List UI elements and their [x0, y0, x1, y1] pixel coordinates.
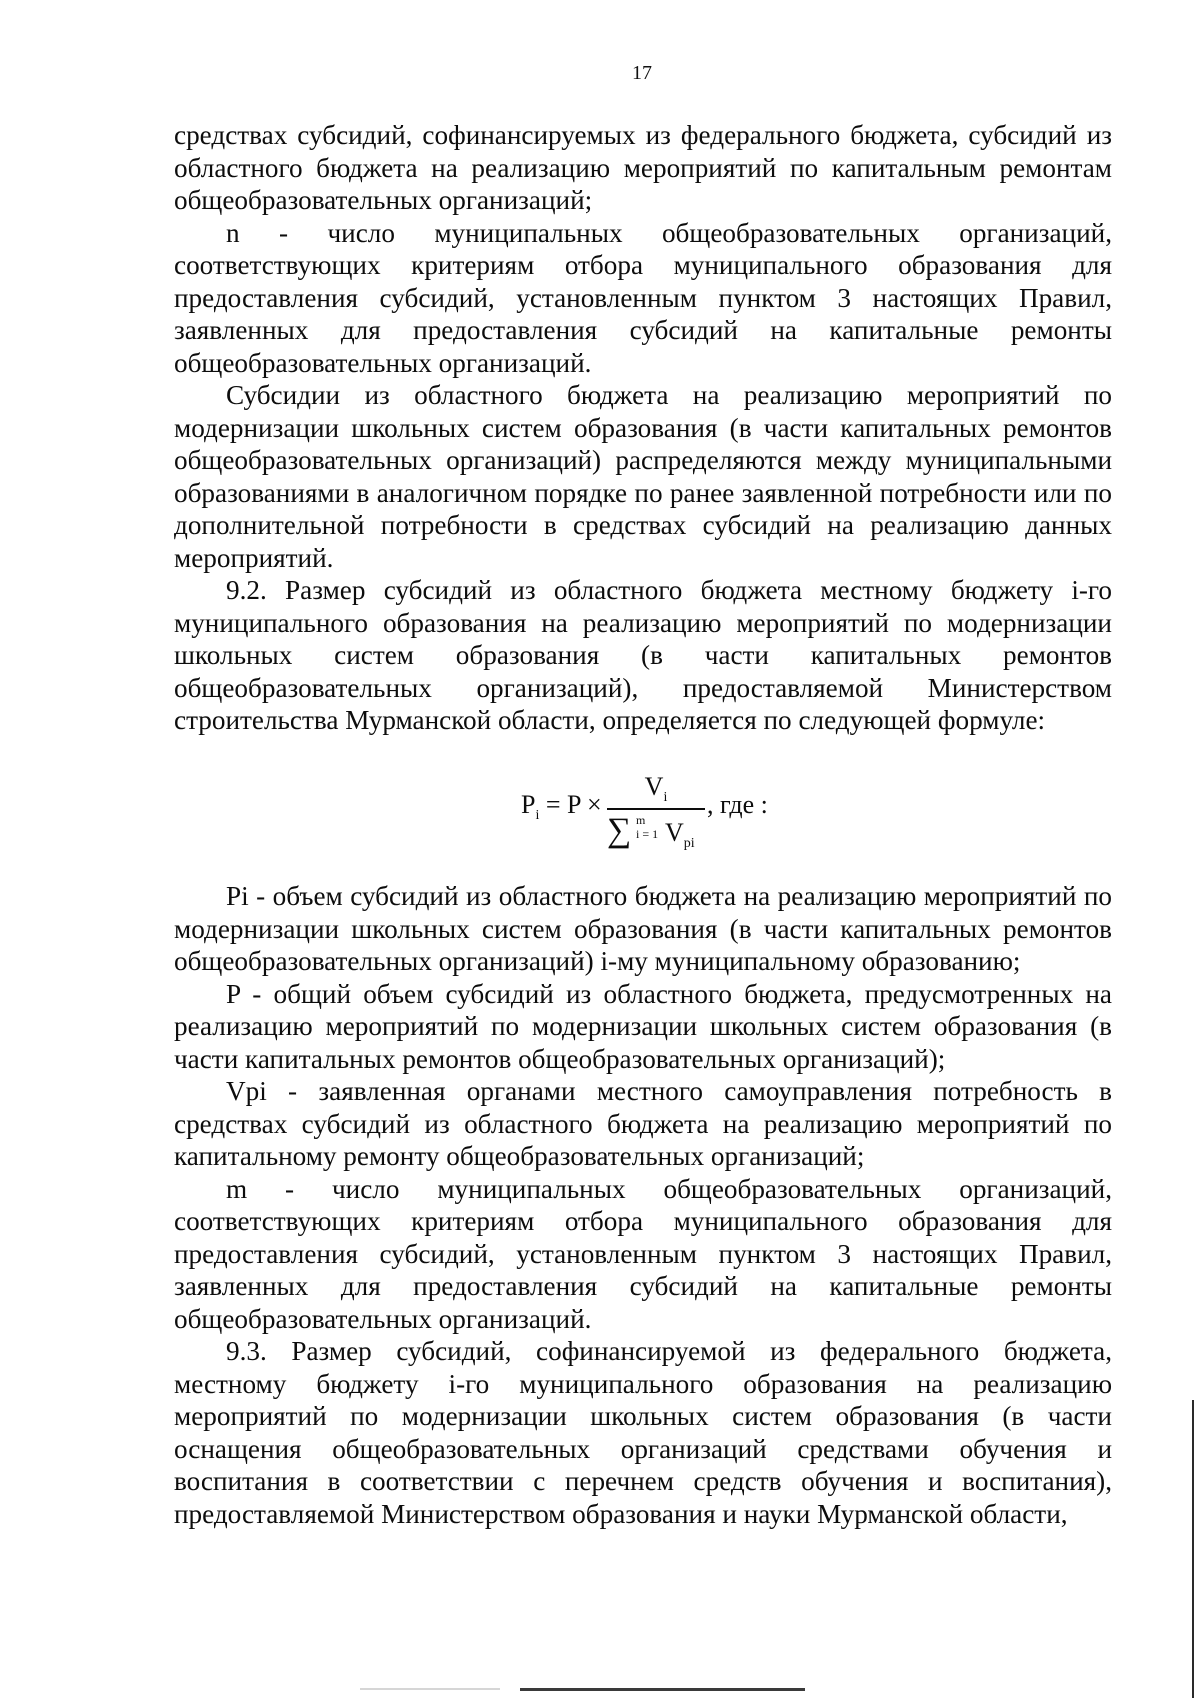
sum-upper-limit: m — [636, 813, 646, 827]
formula-pi — [521, 772, 781, 852]
formula-denominator-sub: pi — [683, 836, 695, 851]
formula-lhs-sub: i — [535, 808, 540, 823]
formula-numerator — [607, 772, 705, 806]
formula-lhs — [521, 790, 602, 824]
paragraph-distribution: Субсидии из областного бюджета на реализацию мероприятий по модернизации школьных систем образования (в части капитальных ремонтов общеобразовательных организаций) распределяются между муниципальными образованиями в аналогичном порядке по ранее заявленной потребности или по дополнительной потребности в средствах субсидий на реализацию данных мероприятий. — [174, 380, 1112, 573]
formula-lhs-base: P — [521, 790, 536, 819]
definition-vpi: Vpi - заявленная органами местного самоуправления потребность в средствах субсидий из областного бюджета на реализацию мероприятий по капитальному ремонту общеобразовательных организаций; — [174, 1076, 1112, 1171]
formula-equals-times: = P × — [539, 790, 602, 819]
fraction-bar — [607, 808, 705, 810]
formula-numerator-base: V — [644, 772, 664, 801]
footer-scan-mark — [360, 1688, 500, 1690]
definitions-body — [174, 880, 1112, 1530]
formula-denominator-base: V — [665, 818, 684, 847]
paragraph-n-definition: n - число муниципальных общеобразовательных организаций, соответствующих критериям отбора муниципального образования для предоставления субсидий, установленным пунктом 3 настоящих Правил, заявленных для предоставления субсидий на капитальные ремонты общеобразовательных организаций. — [174, 217, 1112, 378]
formula-denominator-term — [665, 818, 695, 852]
formula-denominator — [607, 812, 705, 852]
formula-tail: , где : — [707, 790, 768, 819]
formula-numerator-sub: i — [663, 790, 668, 805]
definition-p: P - общий объем субсидий из областного бюджета, предусмотренных на реализацию мероприятий по модернизации школьных систем образования (в части капитальных ремонтов общеобразовательных организаций); — [174, 978, 1112, 1074]
paragraph-continuation: средствах субсидий, софинансируемых из федерального бюджета, субсидий из областного бюджета на реализацию мероприятий по капитальным ремонтам общеобразовательных организаций; — [174, 120, 1112, 215]
document-body — [174, 119, 1112, 737]
sum-lower-limit: i = 1 — [636, 827, 659, 841]
scan-edge-shadow — [1192, 1400, 1194, 1698]
paragraph-9-2: 9.2. Размер субсидий из областного бюджета местному бюджету i-го муниципального образования на реализацию мероприятий по модернизации школьных систем образования (в части капитальных ремонтов общеобразовательных организаций), предоставляемой Министерством строительства Мурманской области, определяется по следующей формуле: — [174, 575, 1112, 735]
paragraph-9-3: 9.3. Размер субсидий, софинансируемой из федерального бюджета, местному бюджету i-го муниципального образования на реализацию мероприятий по модернизации школьных систем образования (в части оснащения общеобразовательных организаций средствами обучения и воспитания в соответствии с перечнем средств обучения и воспитания), предоставляемой Министерством образования и науки Мурманской области, — [174, 1336, 1112, 1529]
footer-rule — [520, 1688, 805, 1691]
page-number: 17 — [632, 62, 652, 84]
sum-limits — [636, 813, 658, 841]
formula-fraction — [607, 772, 705, 852]
definition-m: m - число муниципальных общеобразовательных организаций, соответствующих критериям отбора муниципального образования для предоставления субсидий, установленным пунктом 3 настоящих Правил, заявленных для предоставления субсидий на капитальные ремонты общеобразовательных организаций. — [174, 1173, 1112, 1334]
sigma-symbol: ∑ — [607, 812, 632, 849]
definition-pi: Pi - объем субсидий из областного бюджета на реализацию мероприятий по модернизации школьных систем образования (в части капитальных ремонтов общеобразовательных организаций) i-му муниципальному образованию; — [174, 881, 1112, 976]
